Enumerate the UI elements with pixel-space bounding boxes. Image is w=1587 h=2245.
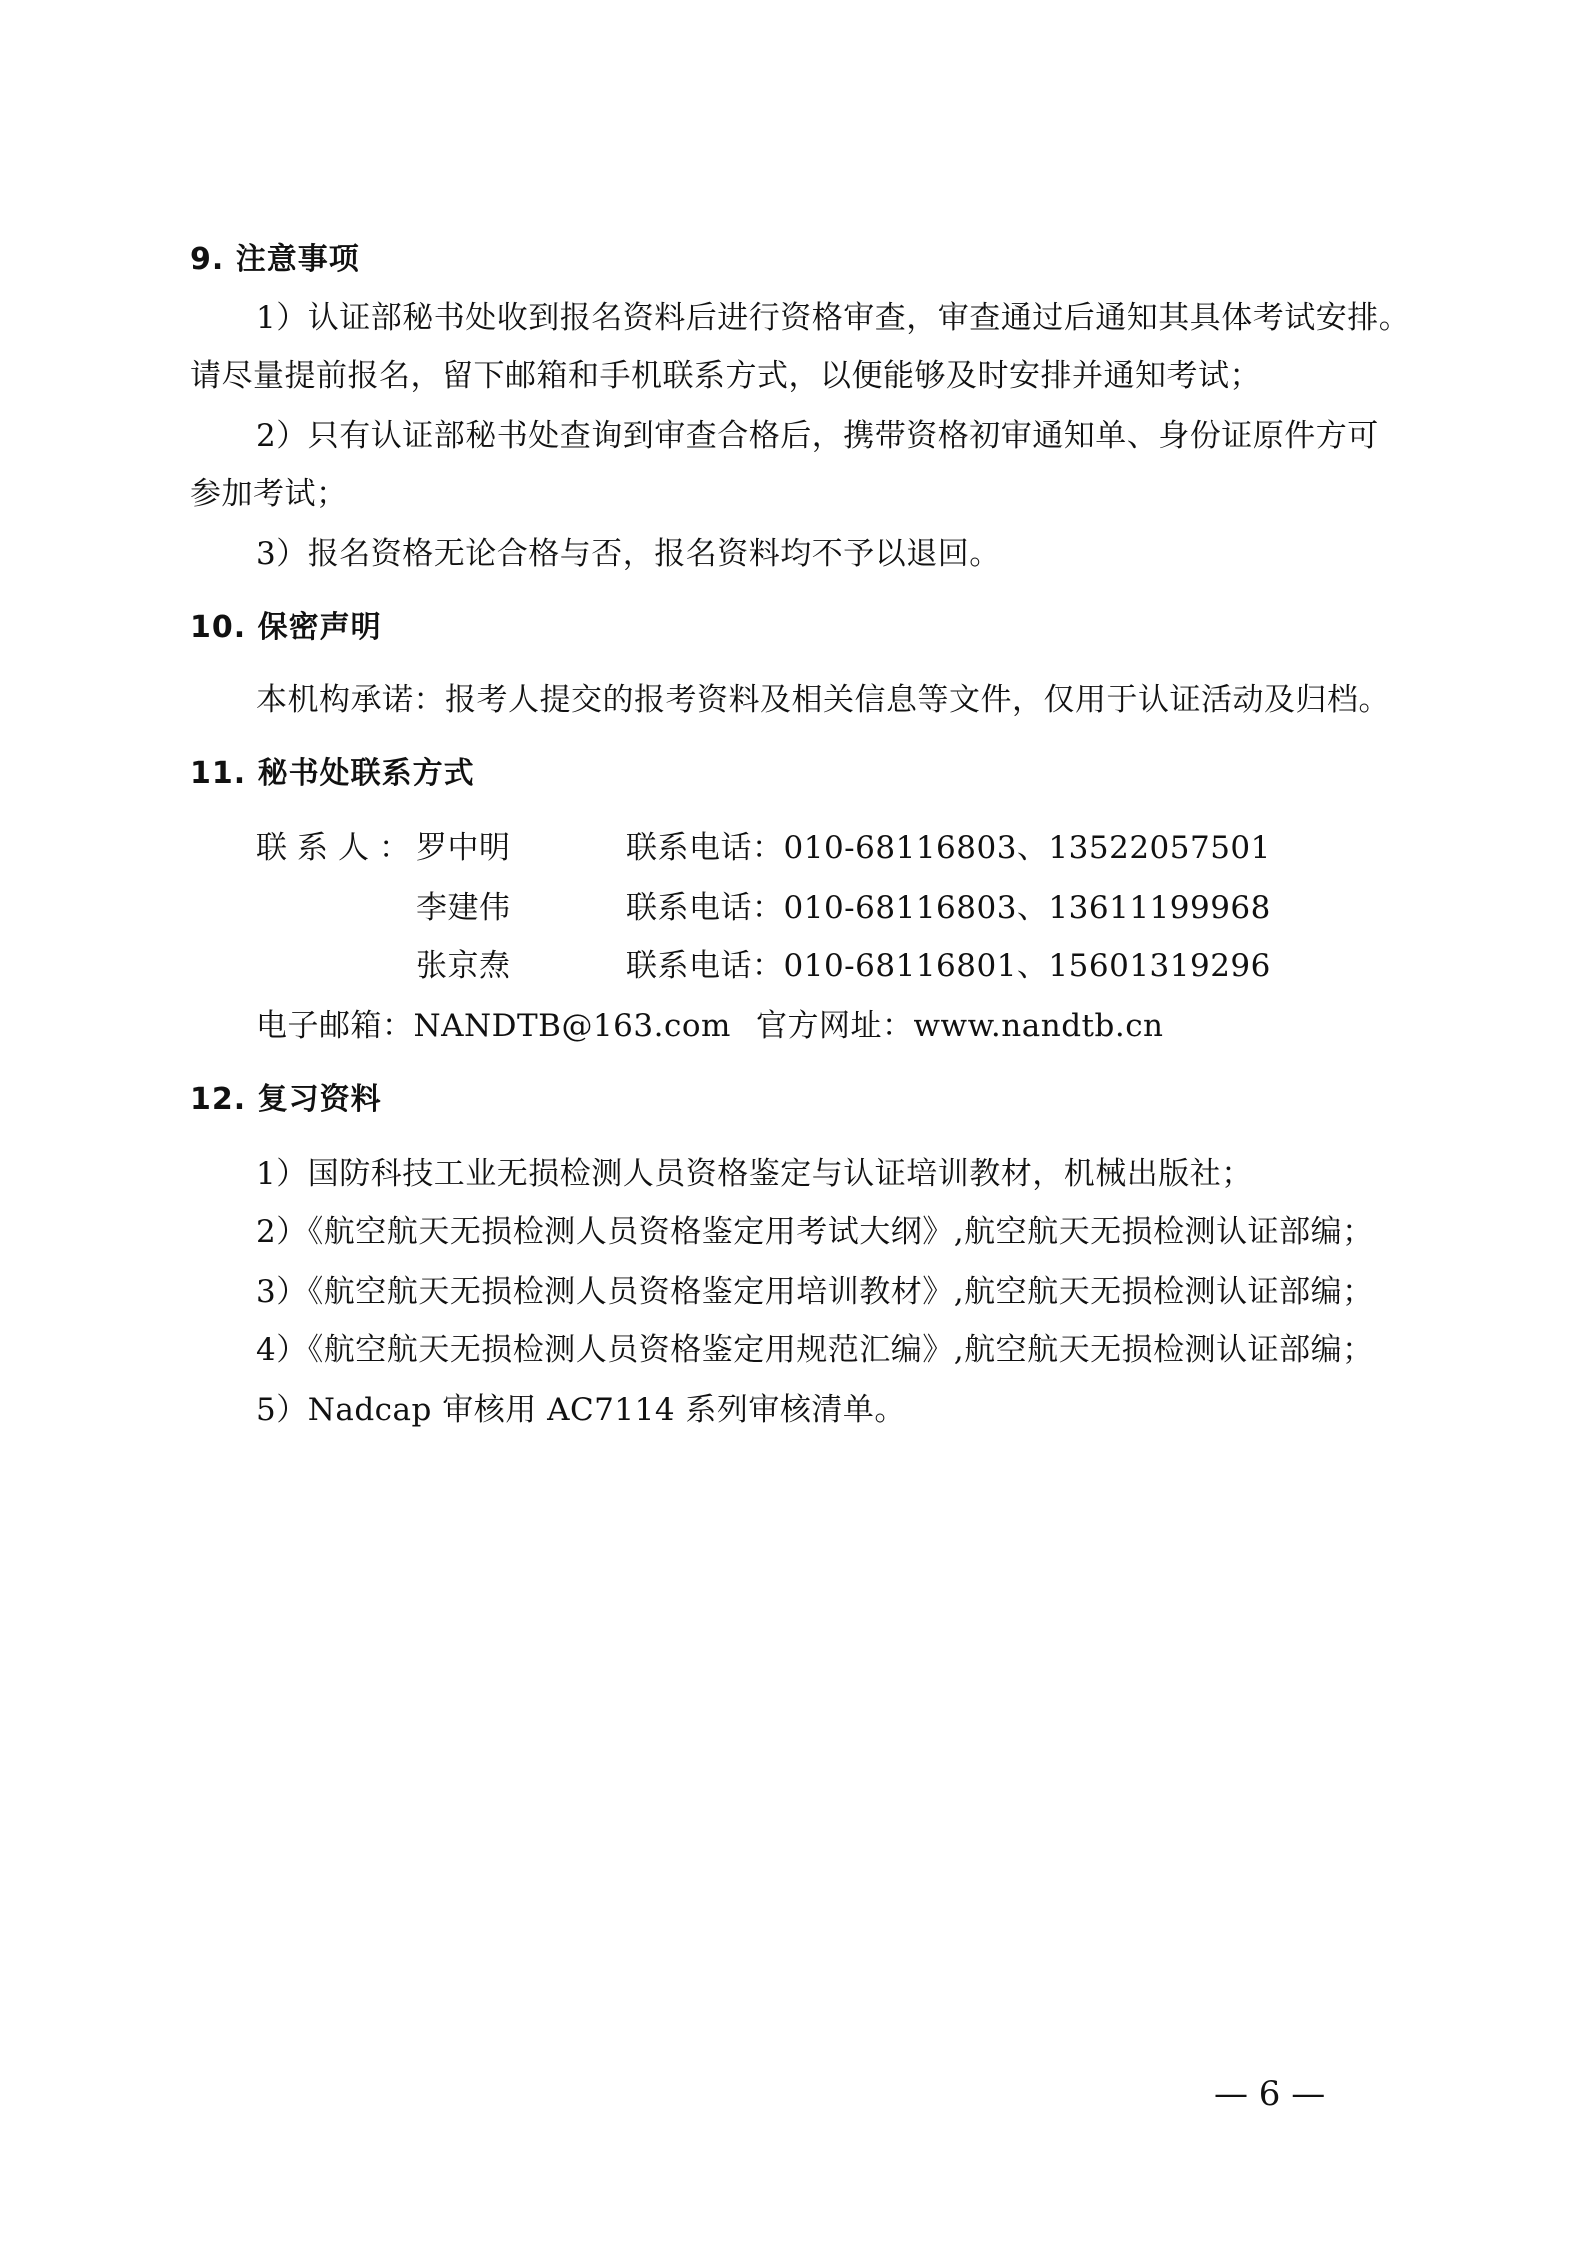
contact-email: 电子邮箱：NANDTB@163.com bbox=[256, 1008, 731, 1044]
contact-name: 李建伟 bbox=[416, 890, 511, 926]
contact-phone: 联系电话：010-68116803、13522057501 bbox=[626, 830, 1271, 866]
contact-name: 罗中明 bbox=[416, 830, 511, 866]
contact-phone: 联系电话：010-68116801、15601319296 bbox=[626, 948, 1271, 984]
contact-row-1 bbox=[256, 828, 1271, 868]
review-item: 1）国防科技工业无损检测人员资格鉴定与认证培训教材，机械出版社； bbox=[256, 1156, 1253, 1192]
contact-website: 官方网址：www.nandtb.cn bbox=[756, 1008, 1164, 1044]
section-9-paragraph-3: 3）报名资格无论合格与否，报名资料均不予以退回。 bbox=[256, 536, 1001, 572]
contact-phone: 联系电话：010-68116803、13611199968 bbox=[626, 890, 1271, 926]
review-item: 2）《航空航天无损检测人员资格鉴定用考试大纲》,航空航天无损检测认证部编； bbox=[256, 1214, 1374, 1250]
page-number: — 6 — bbox=[1214, 2074, 1326, 2114]
section-9-paragraph-2-line-1: 2）只有认证部秘书处查询到审查合格后，携带资格初审通知单、身份证原件方可 bbox=[256, 418, 1379, 454]
contact-row-3 bbox=[256, 946, 1271, 986]
contact-email-website-row bbox=[256, 1006, 1256, 1046]
section-9-paragraph-1-line-1: 1）认证部秘书处收到报名资料后进行资格审查，审查通过后通知其具体考试安排。 bbox=[256, 300, 1411, 336]
section-9-heading: 9. 注意事项 bbox=[190, 242, 360, 277]
review-item: 4）《航空航天无损检测人员资格鉴定用规范汇编》,航空航天无损检测认证部编； bbox=[256, 1332, 1374, 1368]
section-9-paragraph-1-line-2: 请尽量提前报名，留下邮箱和手机联系方式，以便能够及时安排并通知考试； bbox=[190, 358, 1261, 394]
section-9-paragraph-2-line-2: 参加考试； bbox=[190, 476, 348, 512]
contact-label: 联系人： bbox=[256, 830, 420, 866]
section-10-heading: 10. 保密声明 bbox=[190, 610, 382, 645]
section-12-heading: 12. 复习资料 bbox=[190, 1082, 382, 1117]
section-11-heading: 11. 秘书处联系方式 bbox=[190, 756, 475, 791]
review-item: 5）Nadcap 审核用 AC7114 系列审核清单。 bbox=[256, 1392, 906, 1428]
section-10-paragraph: 本机构承诺：报考人提交的报考资料及相关信息等文件，仅用于认证活动及归档。 bbox=[256, 682, 1390, 718]
contact-row-2 bbox=[256, 888, 1271, 928]
contact-name: 张京焘 bbox=[416, 948, 511, 984]
review-item: 3）《航空航天无损检测人员资格鉴定用培训教材》,航空航天无损检测认证部编； bbox=[256, 1274, 1374, 1310]
